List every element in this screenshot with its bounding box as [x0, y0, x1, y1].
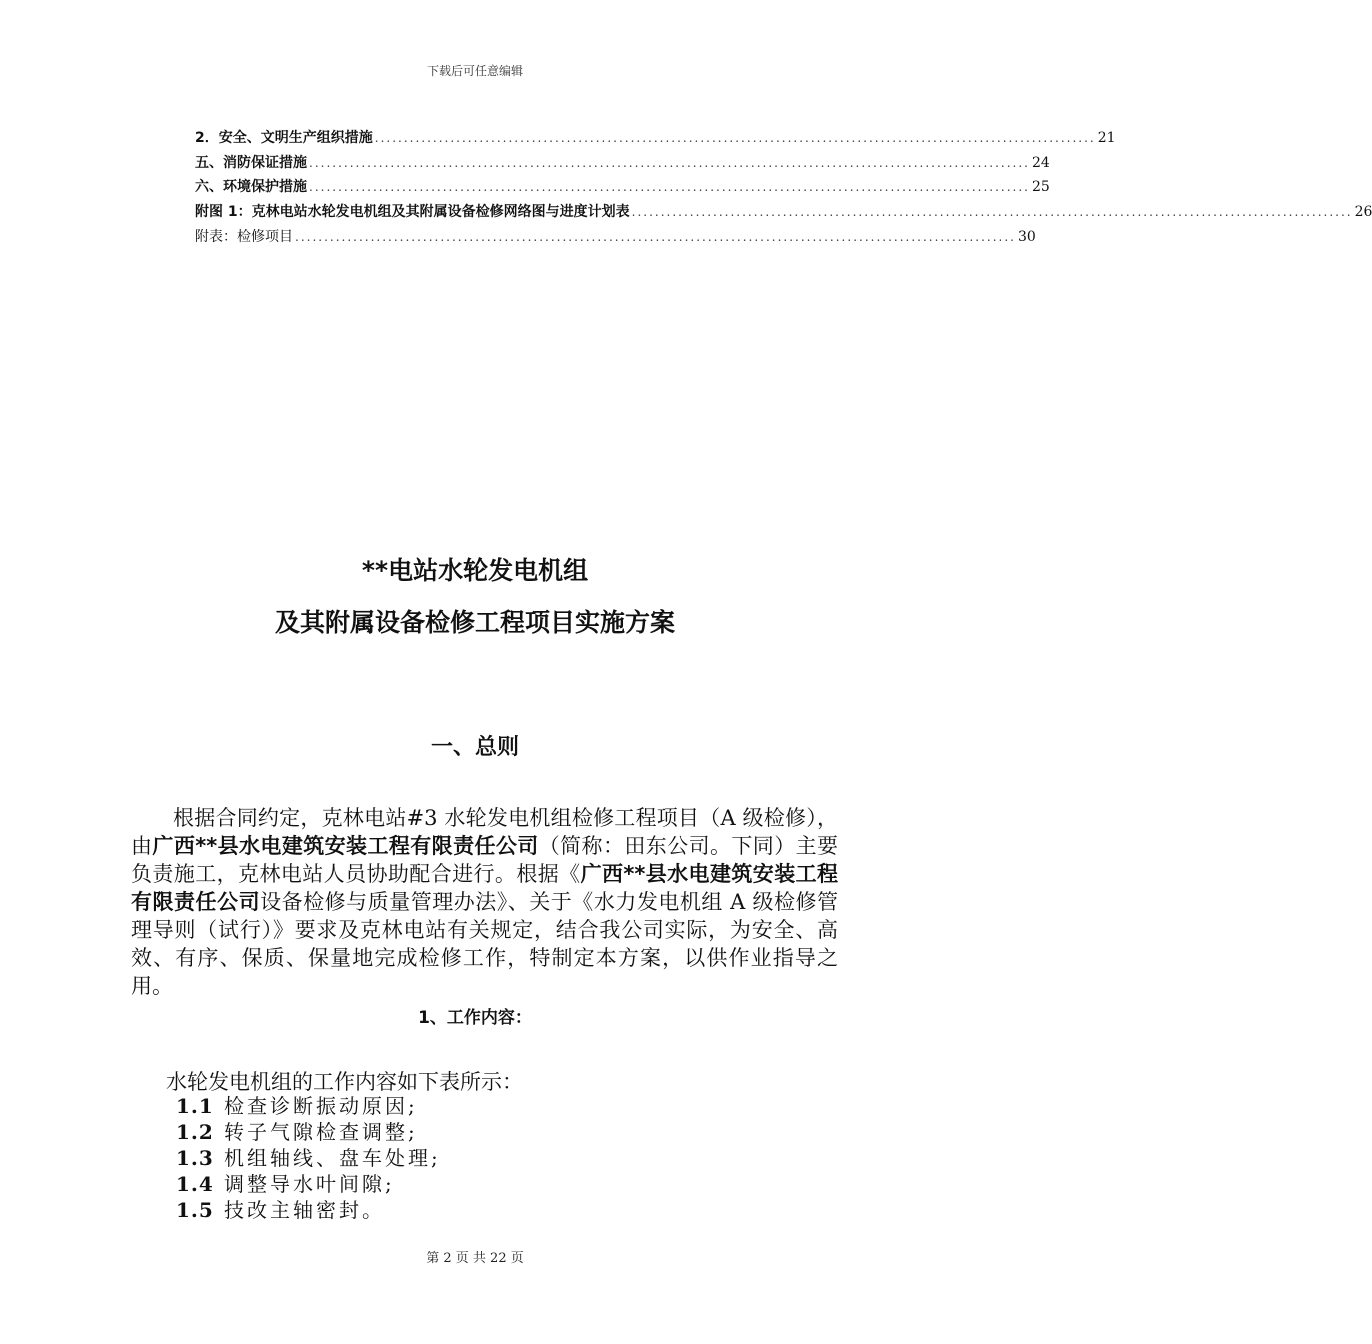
toc-entry[interactable] — [195, 153, 1050, 173]
item-text: 调整导水叶间隙; — [224, 1172, 395, 1196]
work-content-heading: 1、工作内容： — [418, 1008, 532, 1028]
company-name-bold: 广西**县水电建筑安装工程有限责任公司 — [131, 862, 839, 914]
list-item — [176, 1197, 441, 1223]
toc-entry-title: 2．安全、文明生产组织措施 — [195, 130, 373, 146]
item-number: 1.2 — [176, 1120, 214, 1144]
toc-entry-title: 附图 1：克林电站水轮发电机组及其附属设备检修网络图与进度计划表 — [195, 204, 630, 220]
toc-entry[interactable] — [195, 202, 1372, 222]
work-content-intro: 水轮发电机组的工作内容如下表所示： — [166, 1070, 523, 1094]
section-heading-general: 一、总则 — [430, 735, 519, 760]
toc-entry-page: 30 — [1018, 229, 1036, 245]
toc-leader-dots: ............................................................................................................................ — [295, 230, 1016, 244]
company-name-bold: 广西**县水电建筑安装工程有限责任公司 — [152, 834, 539, 858]
page-header: 下载后可任意编辑 — [426, 64, 523, 78]
toc-entry-title: 附表：检修项目 — [195, 229, 293, 245]
item-text: 转子气隙检查调整; — [224, 1120, 418, 1144]
item-number: 1.4 — [176, 1172, 214, 1196]
list-item — [176, 1171, 441, 1197]
general-paragraph — [131, 804, 838, 1000]
document-title-line-1: **电站水轮发电机组 — [361, 556, 589, 585]
item-text: 机组轴线、盘车处理; — [224, 1146, 441, 1170]
toc-entry-page: 26 — [1354, 204, 1372, 220]
toc-entry[interactable] — [195, 227, 1036, 247]
paragraph-text: （简称：田东公司。下同）主要负责施工，克林电站人员协助配合进行。根据《 — [131, 834, 839, 886]
toc-leader-dots: ............................................................................................................................ — [374, 131, 1096, 145]
toc-entry-title: 五、消防保证措施 — [195, 155, 307, 171]
toc-entry-page: 21 — [1097, 130, 1116, 146]
toc-leader-dots: ............................................................................................................................ — [309, 180, 1030, 194]
item-text: 技改主轴密封。 — [224, 1198, 385, 1222]
list-item — [176, 1119, 441, 1145]
toc-entry-title: 六、环境保护措施 — [195, 179, 307, 195]
list-item — [176, 1145, 441, 1171]
document-title-line-2: 及其附属设备检修工程项目实施方案 — [274, 608, 675, 637]
item-number: 1.1 — [176, 1094, 214, 1118]
page-footer: 第 2 页 共 22 页 — [426, 1251, 524, 1266]
toc-entry-page: 25 — [1032, 179, 1050, 195]
work-item-list — [176, 1093, 441, 1223]
list-item — [176, 1093, 441, 1119]
item-text: 检查诊断振动原因; — [224, 1094, 418, 1118]
toc-entry[interactable] — [195, 177, 1050, 197]
paragraph-text: 根据合同约定，克林电站#3 水轮发电机组检修工程项目（A 级检修），由 — [131, 806, 838, 858]
toc-entry[interactable] — [195, 128, 1116, 148]
toc-leader-dots: ............................................................................................................................ — [631, 205, 1353, 219]
item-number: 1.5 — [176, 1198, 214, 1222]
item-number: 1.3 — [176, 1146, 214, 1170]
paragraph-text: 设备检修与质量管理办法》、关于《水力发电机组 A 级检修管理导则（试行）》要求及克林电站有关规定，结合我公司实际，为安全、高效、有序、保质、保量地完成检修工作，特制定本方案，以供作业指导之用。 — [131, 890, 839, 998]
toc-entry-page: 24 — [1032, 155, 1050, 171]
toc-leader-dots: ............................................................................................................................ — [309, 156, 1030, 170]
